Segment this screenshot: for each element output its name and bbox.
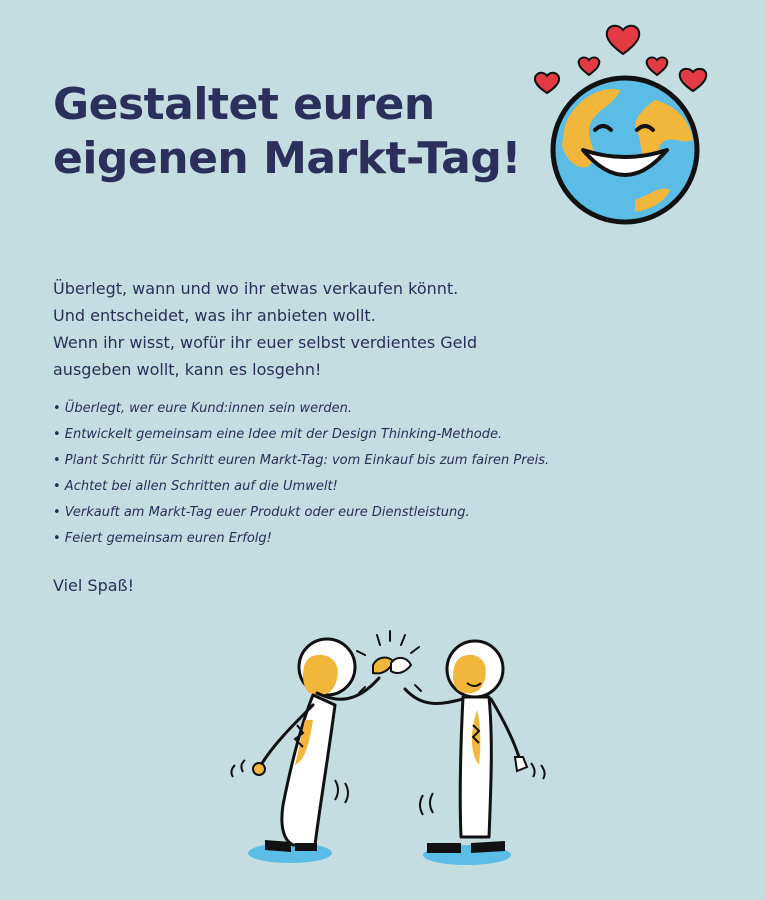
intro-line: Überlegt, wann und wo ihr etwas verkaufen könnt. — [53, 279, 459, 298]
list-item: • Entwickelt gemeinsam eine Idee mit der Design Thinking-Methode. — [53, 427, 503, 442]
list-item: • Verkauft am Markt-Tag euer Produkt oder eure Dienstleistung. — [53, 505, 470, 520]
title-line-1: Gestaltet euren — [53, 79, 435, 130]
high-five-hands-icon — [357, 631, 421, 693]
right-figure — [405, 641, 545, 853]
left-figure — [231, 639, 379, 852]
heart-icon — [579, 57, 600, 75]
intro-line: ausgeben wollt, kann es losgehn! — [53, 360, 322, 379]
heart-icon — [607, 26, 639, 54]
list-item: • Achtet bei allen Schritten auf die Umwelt! — [53, 479, 338, 494]
title-line-2: eigenen Markt-Tag! — [53, 133, 521, 184]
list-item: • Überlegt, wer eure Kund:innen sein werden. — [53, 401, 353, 416]
intro-line: Wenn ihr wisst, wofür ihr euer selbst verdientes Geld — [53, 333, 478, 352]
heart-icon — [680, 69, 707, 91]
list-item: • Feiert gemeinsam euren Erfolg! — [53, 531, 272, 546]
page-title — [53, 78, 521, 186]
closing-text: Viel Spaß! — [53, 576, 135, 595]
list-item: • Plant Schritt für Schritt euren Markt-Tag: vom Einkauf bis zum fairen Preis. — [53, 453, 550, 468]
heart-icon — [535, 73, 559, 93]
intro-text — [53, 275, 613, 383]
heart-icon — [647, 57, 668, 75]
intro-line: Und entscheidet, was ihr anbieten wollt. — [53, 306, 376, 325]
smiling-globe-icon — [525, 20, 725, 225]
steps-list — [53, 396, 653, 552]
high-five-illustration — [215, 625, 560, 875]
